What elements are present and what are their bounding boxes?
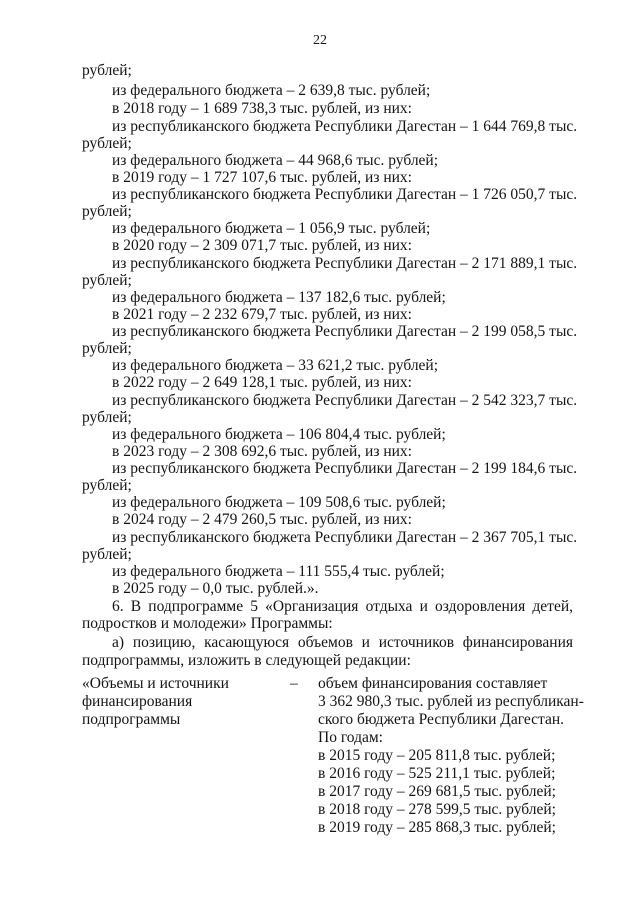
table-value-line: в 2015 году – 205 811,8 тыс. рублей; bbox=[318, 747, 556, 764]
text-line: рублей; bbox=[82, 62, 132, 79]
text-line: рублей; bbox=[82, 135, 132, 152]
text-line: из федерального бюджета – 44 968,6 тыс. рублей; bbox=[112, 152, 439, 169]
text-line: из республиканского бюджета Республики Дагестан – 2 199 184,6 тыс. bbox=[112, 460, 578, 477]
text-line: в 2022 году – 2 649 128,1 тыс. рублей, из них: bbox=[112, 374, 412, 391]
text-line: из республиканского бюджета Республики Дагестан – 1 726 050,7 тыс. bbox=[112, 186, 578, 203]
text-line: из республиканского бюджета Республики Дагестан – 2 367 705,1 тыс. bbox=[112, 529, 578, 546]
text-line: из федерального бюджета – 106 804,4 тыс. рублей; bbox=[112, 426, 446, 443]
table-value-line: ского бюджета Республики Дагестан. bbox=[318, 711, 565, 728]
text-line: рублей; bbox=[82, 477, 132, 494]
paragraph-line: подростков и молодежи» Программы: bbox=[82, 615, 333, 632]
table-value-line: 3 362 980,3 тыс. рублей из республикан- bbox=[318, 693, 584, 710]
table-value-line: в 2016 году – 525 211,1 тыс. рублей; bbox=[318, 765, 556, 782]
text-line: из федерального бюджета – 1 056,9 тыс. рублей; bbox=[112, 220, 431, 237]
text-line: из федерального бюджета – 2 639,8 тыс. рублей; bbox=[112, 82, 431, 99]
table-label-line: «Объемы и источники bbox=[82, 675, 229, 692]
text-line: из федерального бюджета – 33 621,2 тыс. рублей; bbox=[112, 357, 439, 374]
table-value-line: По годам: bbox=[318, 729, 383, 746]
text-line: в 2018 году – 1 689 738,3 тыс. рублей, из них: bbox=[112, 100, 412, 117]
text-line: из федерального бюджета – 111 555,4 тыс. рублей; bbox=[112, 563, 445, 580]
text-line: рублей; bbox=[82, 546, 132, 563]
text-line: в 2025 году – 0,0 тыс. рублей.». bbox=[112, 580, 319, 597]
table-label-line: подпрограммы bbox=[82, 711, 181, 728]
table-value-line: в 2018 году – 278 599,5 тыс. рублей; bbox=[318, 801, 556, 818]
paragraph-line: подпрограммы, изложить в следующей редакции: bbox=[82, 652, 411, 669]
text-line: в 2023 году – 2 308 692,6 тыс. рублей, из них: bbox=[112, 443, 412, 460]
text-line: из федерального бюджета – 137 182,6 тыс. рублей; bbox=[112, 289, 446, 306]
table-value-line: объем финансирования составляет bbox=[318, 675, 548, 692]
text-line: из республиканского бюджета Республики Дагестан – 2 199 058,5 тыс. bbox=[112, 323, 578, 340]
text-line: рублей; bbox=[82, 203, 132, 220]
text-line: из федерального бюджета – 109 508,6 тыс. рублей; bbox=[112, 494, 446, 511]
text-line: рублей; bbox=[82, 409, 132, 426]
paragraph-line: 6. В подпрограмме 5 «Организация отдыха и оздоровления детей, bbox=[112, 598, 573, 615]
text-line: рублей; bbox=[82, 340, 132, 357]
table-dash: – bbox=[290, 675, 298, 692]
table-label-line: финансирования bbox=[82, 693, 193, 710]
text-line: из республиканского бюджета Республики Дагестан – 2 542 323,7 тыс. bbox=[112, 392, 578, 409]
paragraph-line: а) позицию, касающуюся объемов и источников финансирования bbox=[112, 634, 573, 651]
text-line: в 2020 году – 2 309 071,7 тыс. рублей, из них: bbox=[112, 237, 412, 254]
table-value-line: в 2019 году – 285 868,3 тыс. рублей; bbox=[318, 819, 556, 836]
text-line: рублей; bbox=[82, 272, 132, 289]
text-line: в 2019 году – 1 727 107,6 тыс. рублей, из них: bbox=[112, 169, 412, 186]
page-number: 22 bbox=[313, 33, 327, 48]
text-line: в 2021 году – 2 232 679,7 тыс. рублей, из них: bbox=[112, 306, 412, 323]
text-line: из республиканского бюджета Республики Дагестан – 2 171 889,1 тыс. bbox=[112, 255, 578, 272]
text-line: в 2024 году – 2 479 260,5 тыс. рублей, из них: bbox=[112, 511, 412, 528]
table-value-line: в 2017 году – 269 681,5 тыс. рублей; bbox=[318, 783, 556, 800]
text-line: из республиканского бюджета Республики Дагестан – 1 644 769,8 тыс. bbox=[112, 118, 578, 135]
